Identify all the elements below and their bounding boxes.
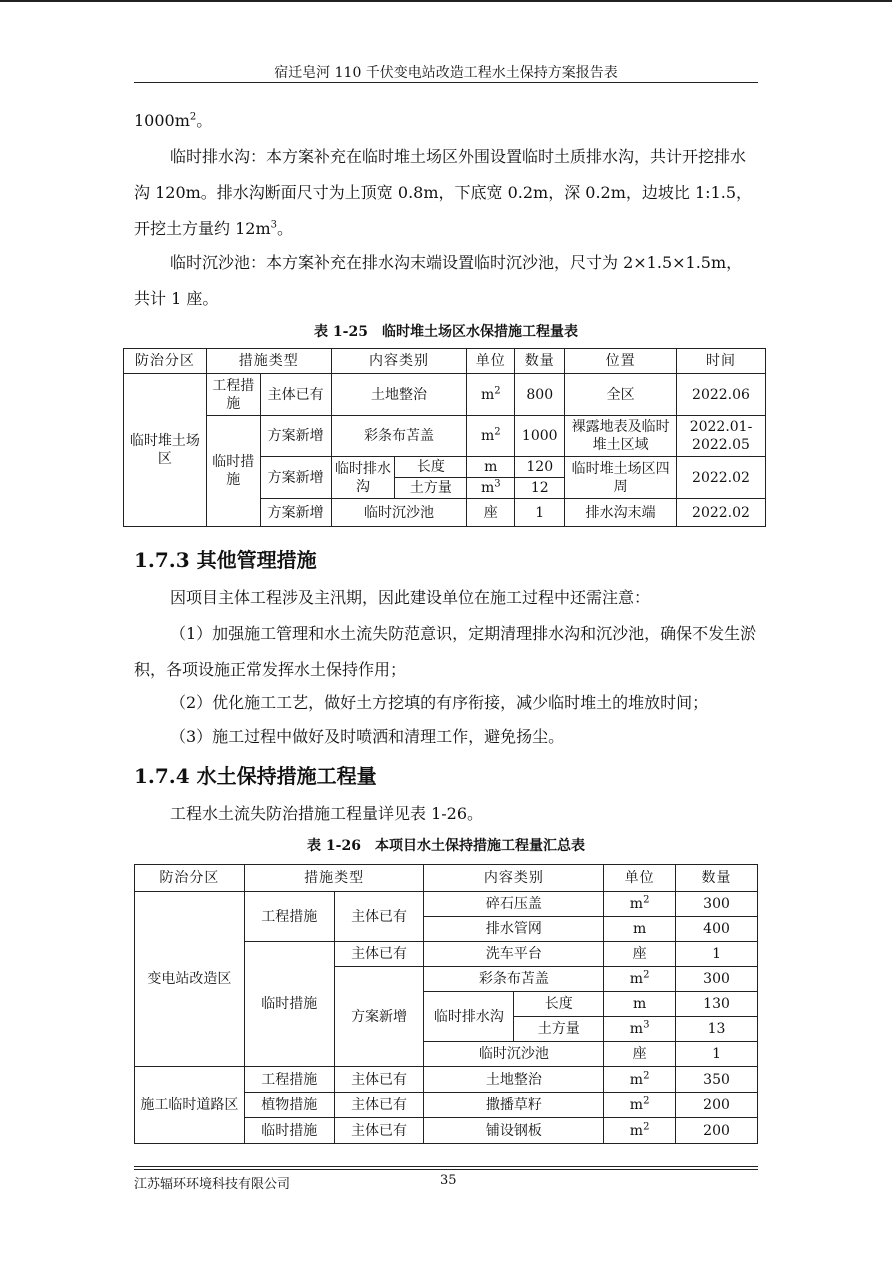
- measure-type-cell: 临时措施: [206, 416, 260, 527]
- location-cell: 排水沟末端: [565, 499, 677, 527]
- item-cell: 土方量: [395, 478, 467, 499]
- col-header-content: 内容类别: [331, 349, 467, 374]
- measure-type-cell: 临时措施: [244, 1118, 334, 1144]
- quantity-cell: 12: [515, 478, 565, 499]
- measure-type-cell: 植物措施: [244, 1093, 334, 1118]
- unit-cell: m: [604, 917, 676, 942]
- measure-subtype-cell: 方案新增: [260, 457, 331, 499]
- table-row: [124, 374, 766, 416]
- col-header-measure-type: 措施类型: [206, 349, 331, 374]
- content-cell: 洗车平台: [424, 942, 604, 967]
- table-26-header-row: [135, 865, 758, 892]
- paragraph-sediment-basin: 临时沉沙池：本方案补充在排水沟末端设置临时沉沙池，尺寸为 2×1.5×1.5m，共计 1 座。: [134, 253, 743, 308]
- measure-subtype-cell: 主体已有: [334, 892, 424, 942]
- time-cell: 2022.01-2022.05: [677, 416, 766, 457]
- content-cell: 土地整治: [424, 1067, 604, 1093]
- unit-cell: $m^2$: [604, 1118, 676, 1144]
- measure-subtype-cell: 方案新增: [260, 499, 331, 527]
- unit-cell: $m^2$: [467, 374, 515, 416]
- item-cell: 长度: [395, 457, 467, 478]
- col-header-location: 位置: [565, 349, 677, 374]
- table-row: [135, 892, 758, 917]
- table-26: [134, 864, 758, 1144]
- quantity-cell: 800: [515, 374, 565, 416]
- content-cell: 临时排水沟: [424, 992, 514, 1042]
- quantity-cell: 300: [676, 892, 758, 917]
- item-cell: 土方量: [514, 1017, 604, 1042]
- location-cell: 裸露地表及临时堆土区域: [565, 416, 677, 457]
- table-25-caption: 表 1-25 临时堆土场区水保措施工程量表: [314, 324, 578, 340]
- drainage-tail: 。: [277, 219, 294, 238]
- quantity-cell: 400: [676, 917, 758, 942]
- col-header-content: 内容类别: [424, 865, 604, 892]
- col-header-time: 时间: [677, 349, 766, 374]
- unit-cell: $m^3$: [604, 1017, 676, 1042]
- col-header-unit: 单位: [604, 865, 676, 892]
- table-25-header-row: [124, 349, 766, 374]
- list-item-2: （2）优化施工工艺，做好土方挖填的有序衔接，减少临时堆土的堆放时间；: [170, 693, 709, 712]
- table-26-caption: 表 1-26 本项目水土保持措施工程量汇总表: [307, 838, 585, 854]
- area-value: 1000m: [134, 111, 190, 130]
- content-cell: 碎石压盖: [424, 892, 604, 917]
- measure-type-cell: 工程措施: [244, 1067, 334, 1093]
- unit-cell: $m^2$: [604, 967, 676, 992]
- table-25: [123, 348, 766, 527]
- quantity-cell: 1000: [515, 416, 565, 457]
- content-cell: 排水管网: [424, 917, 604, 942]
- content-cell: 临时排水沟: [331, 457, 395, 499]
- unit-cell: $m^3$: [467, 478, 515, 499]
- time-cell: 2022.02: [677, 457, 766, 499]
- content-cell: 铺设钢板: [424, 1118, 604, 1144]
- content-cell: 撒播草籽: [424, 1093, 604, 1118]
- area-unit-superscript: 2: [189, 111, 197, 123]
- col-header-zone: 防治分区: [135, 865, 245, 892]
- drainage-unit-superscript: 3: [270, 219, 277, 231]
- col-header-unit: 单位: [467, 349, 515, 374]
- unit-cell: $m^2$: [604, 1067, 676, 1093]
- quantity-cell: 1: [676, 942, 758, 967]
- quantity-cell: 200: [676, 1093, 758, 1118]
- measure-subtype-cell: 主体已有: [260, 374, 331, 416]
- unit-cell: 座: [604, 1042, 676, 1067]
- measure-subtype-cell: 主体已有: [334, 1067, 424, 1093]
- area-tail: 。: [196, 111, 213, 130]
- item-cell: 长度: [514, 992, 604, 1017]
- col-header-quantity: 数量: [515, 349, 565, 374]
- location-cell: 临时堆土场区四周: [565, 457, 677, 499]
- col-header-measure-type: 措施类型: [244, 865, 424, 892]
- col-header-quantity: 数量: [676, 865, 758, 892]
- quantity-cell: 1: [515, 499, 565, 527]
- measure-subtype-cell: 主体已有: [334, 1118, 424, 1144]
- zone-cell: 施工临时道路区: [135, 1067, 245, 1144]
- unit-cell: m: [604, 992, 676, 1017]
- footer-rule: [134, 1169, 758, 1170]
- page-number: 35: [440, 1173, 457, 1188]
- page-header-title: 宿迁皂河 110 千伏变电站改造工程水土保持方案报告表: [274, 65, 618, 81]
- section-1-7-3-intro: 因项目主体工程涉及主汛期，因此建设单位在施工过程中还需注意：: [170, 588, 651, 607]
- unit-cell: m: [467, 457, 515, 478]
- content-cell: 临时沉沙池: [424, 1042, 604, 1067]
- paragraph-drainage-ditch: [134, 139, 758, 247]
- section-1-7-4-intro: 工程水土流失防治措施工程量详见表 1-26。: [170, 804, 484, 823]
- top-border-line: [0, 0, 892, 2]
- quantity-cell: 130: [676, 992, 758, 1017]
- drainage-ditch-text: 临时排水沟：本方案补充在临时堆土场区外围设置临时土质排水沟，共计开挖排水沟 120m。排水沟断面尺寸为上顶宽 0.8m，下底宽 0.2m，深 0.2m，边坡比 1:1.5，开挖土方量约 12m: [134, 147, 753, 238]
- footer-company: 江苏辐环环境科技有限公司: [134, 1177, 291, 1192]
- section-heading-1-7-4: 1.7.4 水土保持措施工程量: [134, 764, 377, 788]
- unit-cell: $m^2$: [604, 892, 676, 917]
- measure-subtype-cell: 主体已有: [334, 942, 424, 967]
- paragraph-area: [134, 103, 758, 139]
- col-header-zone: 防治分区: [124, 349, 207, 374]
- time-cell: 2022.06: [677, 374, 766, 416]
- header-rule: [134, 82, 758, 83]
- list-item-1: （1）加强施工管理和水土流失防范意识，定期清理排水沟和沉沙池，确保不发生淤积，各项设施正常发挥水土保持作用；: [134, 624, 757, 679]
- quantity-cell: 300: [676, 967, 758, 992]
- quantity-cell: 13: [676, 1017, 758, 1042]
- content-cell: 临时沉沙池: [331, 499, 467, 527]
- measure-subtype-cell: 方案新增: [260, 416, 331, 457]
- content-cell: 彩条布苫盖: [331, 416, 467, 457]
- time-cell: 2022.02: [677, 499, 766, 527]
- table-row: [124, 416, 766, 457]
- quantity-cell: 120: [515, 457, 565, 478]
- footer-rule: [134, 1166, 758, 1167]
- location-cell: 全区: [565, 374, 677, 416]
- zone-cell: 临时堆土场区: [124, 374, 207, 527]
- content-cell: 彩条布苫盖: [424, 967, 604, 992]
- unit-cell: 座: [467, 499, 515, 527]
- quantity-cell: 350: [676, 1067, 758, 1093]
- measure-subtype-cell: 主体已有: [334, 1093, 424, 1118]
- measure-type-cell: 工程措施: [206, 374, 260, 416]
- quantity-cell: 1: [676, 1042, 758, 1067]
- table-row: [135, 1067, 758, 1093]
- unit-cell: $m^2$: [467, 416, 515, 457]
- content-cell: 土地整治: [331, 374, 467, 416]
- section-heading-1-7-3: 1.7.3 其他管理措施: [134, 548, 317, 572]
- quantity-cell: 200: [676, 1118, 758, 1144]
- measure-subtype-cell: 方案新增: [334, 967, 424, 1067]
- measure-type-cell: 工程措施: [244, 892, 334, 942]
- measure-type-cell: 临时措施: [244, 942, 334, 1067]
- unit-cell: 座: [604, 942, 676, 967]
- zone-cell: 变电站改造区: [135, 892, 245, 1067]
- unit-cell: $m^2$: [604, 1093, 676, 1118]
- list-item-3: （3）施工过程中做好及时喷洒和清理工作，避免扬尘。: [170, 727, 565, 746]
